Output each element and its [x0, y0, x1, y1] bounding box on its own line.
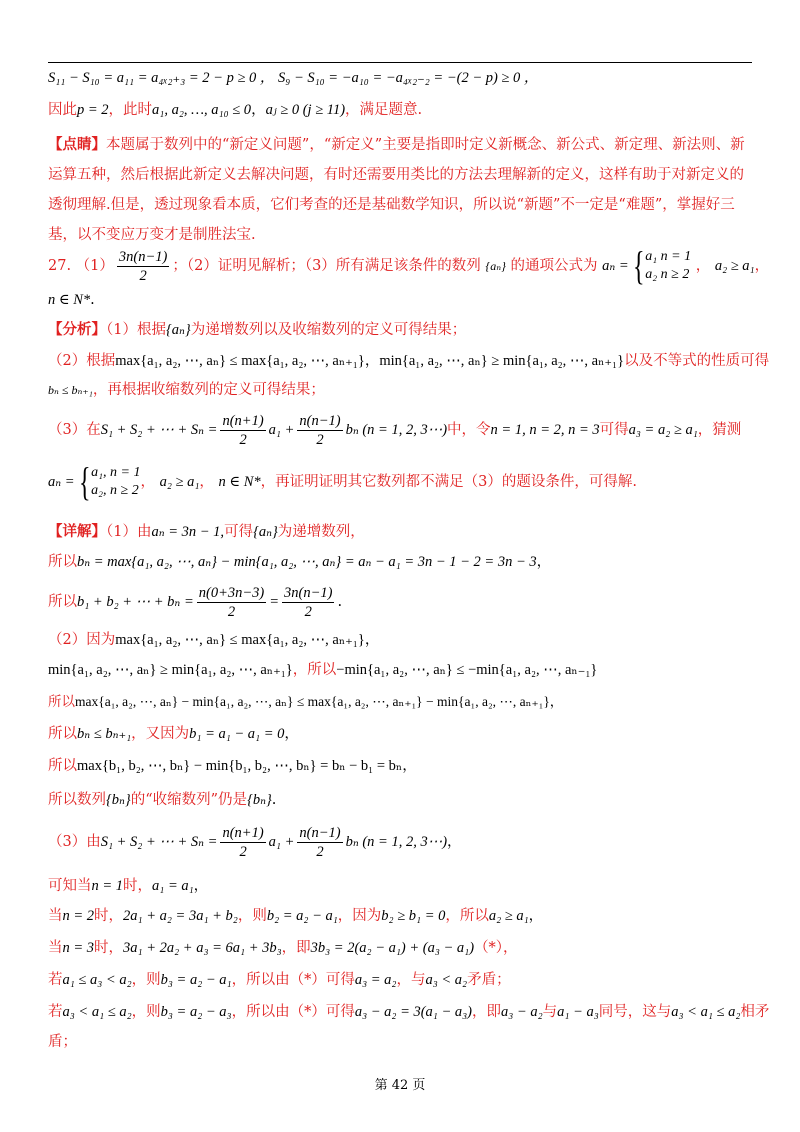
analysis-piecewise: { a₁, n = 1 a₂, n ≥ 2: [79, 459, 141, 504]
analysis-line-5: aₙ = { a₁, n = 1 a₂, n ≥ 2 ， a₂ ≥ a₁， n ∈ N*，再证明证明其它数列都不满足（3）的题设条件，可得解.: [48, 459, 637, 504]
detail-line-15: 若a₃ < a₁ ≤ a₂，则b₃ = a₂ − a₃，所以由（*）可得a₃ − a₂ = 3(a₁ − a₃)，即a₃ − a₂与a₁ − a₃同号，这与a₃ < a₁ ≤ a₂相矛: [48, 1004, 770, 1020]
top-rule: [48, 62, 752, 63]
comment-paragraph: [48, 130, 752, 250]
comment-text: 本题属于数列中的“新定义问题”，“新定义”主要是指即时定义新概念、新公式、新定理、新法则、新运算五种，然后根据此新定义去解决问题，有时还需要用类比的方法去理解新的定义，这样有助于对新定义的透彻理解.但是，透过现象看本质，它们考查的还是基础数学知识，所以说“新题”不一定是“难题”，掌握好三基，以不变应万变才是制胜法宝.: [48, 137, 745, 243]
detail-line-4: （2）因为max{a₁, a₂, ⋯, aₙ} ≤ max{a₁, a₂, ⋯, aₙ₊₁}，: [48, 632, 380, 648]
detail-line-9: 所以数列{bₙ}的“收缩数列”仍是{bₙ}.: [48, 792, 277, 808]
detail-line-13: 当n = 3时，3a₁ + 2a₂ + a₃ = 6a₁ + 3b₃，即3b₃ = 2(a₂ − a₁) + (a₃ − a₁)（*），: [48, 940, 518, 956]
detail-line-1: 【详解】（1）由aₙ = 3n − 1,可得{aₙ}为递增数列，: [48, 523, 365, 540]
line-s11-s10: S₁₁ − S₁₀ = a₁₁ = a₄ₓ₂₊₃ = 2 − p ≥ 0 ， S₉ − S₁₀ = −a₁₀ = −a₄ₓ₂₋₂ = −(2 − p) ≥ 0 ，: [48, 70, 539, 86]
detail-line-2: 所以bₙ = max{a₁, a₂, ⋯, aₙ} − min{a₁, a₂, ⋯, aₙ} = aₙ − a₁ = 3n − 1 − 2 = 3n − 3，: [48, 554, 552, 570]
analysis-line-3: bₙ ≤ bₙ₊₁，再根据收缩数列的定义可得结果；: [48, 382, 325, 398]
detail-line-6: 所以max{a₁, a₂, ⋯, aₙ} − min{a₁, a₂, ⋯, aₙ} ≤ max{a₁, a₂, ⋯, aₙ₊₁} − min{a₁, a₂, ⋯, aₙ₊₁}，: [48, 694, 564, 710]
comment-label: 【点睛】: [48, 136, 106, 153]
page-number: 第 42 页: [374, 1078, 426, 1093]
q27-piecewise: { a₁ n = 1 a₂ n ≥ 2: [633, 243, 692, 288]
detail-line-8: 所以max{b₁, b₂, ⋯, bₙ} − min{b₁, b₂, ⋯, bₙ} = bₙ − b₁ = bₙ，: [48, 758, 417, 774]
detail-line-11: 可知当n = 1时，a₁ = a₁，: [48, 878, 209, 894]
q27-nset-line: n ∈ N*.: [48, 292, 95, 308]
detail-line-10: （3）由S₁ + S₂ + ⋯ + Sₙ = $\frac{n(n+1)}{2}$ a₁ + $\frac{n(n-1)}{2}$ bₙ (n = 1, 2, 3⋯)，: [48, 824, 462, 860]
detail-line-14: 若a₁ ≤ a₃ < a₂，则b₃ = a₂ − a₁，所以由（*）可得a₃ = a₂，与a₃ < a₂矛盾；: [48, 972, 511, 988]
detail-line-3: 所以b₁ + b₂ + ⋯ + bₙ = $\frac{n(0+3n-3)}{2}$ = $\frac{3n(n-1)}{2}$ .: [48, 584, 343, 620]
detail-line-5: min{a₁, a₂, ⋯, aₙ} ≥ min{a₁, a₂, ⋯, aₙ₊₁}，所以−min{a₁, a₂, ⋯, aₙ} ≤ −min{a₁, a₂, ⋯, aₙ₋₁}: [48, 662, 598, 678]
line-conclusion: 因此p = 2，此时a₁, a₂, …, a₁₀ ≤ 0，aⱼ ≥ 0 (j ≥ 11)，满足题意.: [48, 102, 423, 118]
analysis-line-4: （3）在S₁ + S₂ + ⋯ + Sₙ = $\frac{n(n+1)}{2}$ a₁ + $\frac{n(n-1)}{2}$ bₙ (n = 1, 2, 3⋯)中，令n = 1, n = 2, n = 3可得a₃ = a₂ ≥ a₁，猜测: [48, 412, 742, 448]
analysis-line-1: 【分析】（1）根据{aₙ}为递增数列以及收缩数列的定义可得结果；: [48, 321, 467, 338]
detail-line-12: 当n = 2时，2a₁ + a₂ = 3a₁ + b₂，则b₂ = a₂ − a₁，因为b₂ ≥ b₁ = 0，所以a₂ ≥ a₁，: [48, 908, 544, 924]
q27-answer-line: 27. （1） $\frac{3n(n-1)}{2}$ ；（2）证明见解析；（3）所有满足该条件的数列 {aₙ} 的通项公式为 aₙ = { a₁ n = 1 a₂ n ≥ 2 ， a₂ ≥ a₁，: [48, 243, 770, 288]
detail-line-16: 盾；: [48, 1034, 77, 1050]
detail-line-7: 所以bₙ ≤ bₙ₊₁，又因为b₁ = a₁ − a₁ = 0，: [48, 726, 299, 742]
q27-frac: $\frac{3n(n-1)}{2}$: [118, 248, 168, 284]
analysis-line-2: （2）根据max{a₁, a₂, ⋯, aₙ} ≤ max{a₁, a₂, ⋯, aₙ₊₁}，min{a₁, a₂, ⋯, aₙ} ≥ min{a₁, a₂, ⋯, aₙ₊₁}以及不等式的性质可得: [48, 353, 770, 369]
